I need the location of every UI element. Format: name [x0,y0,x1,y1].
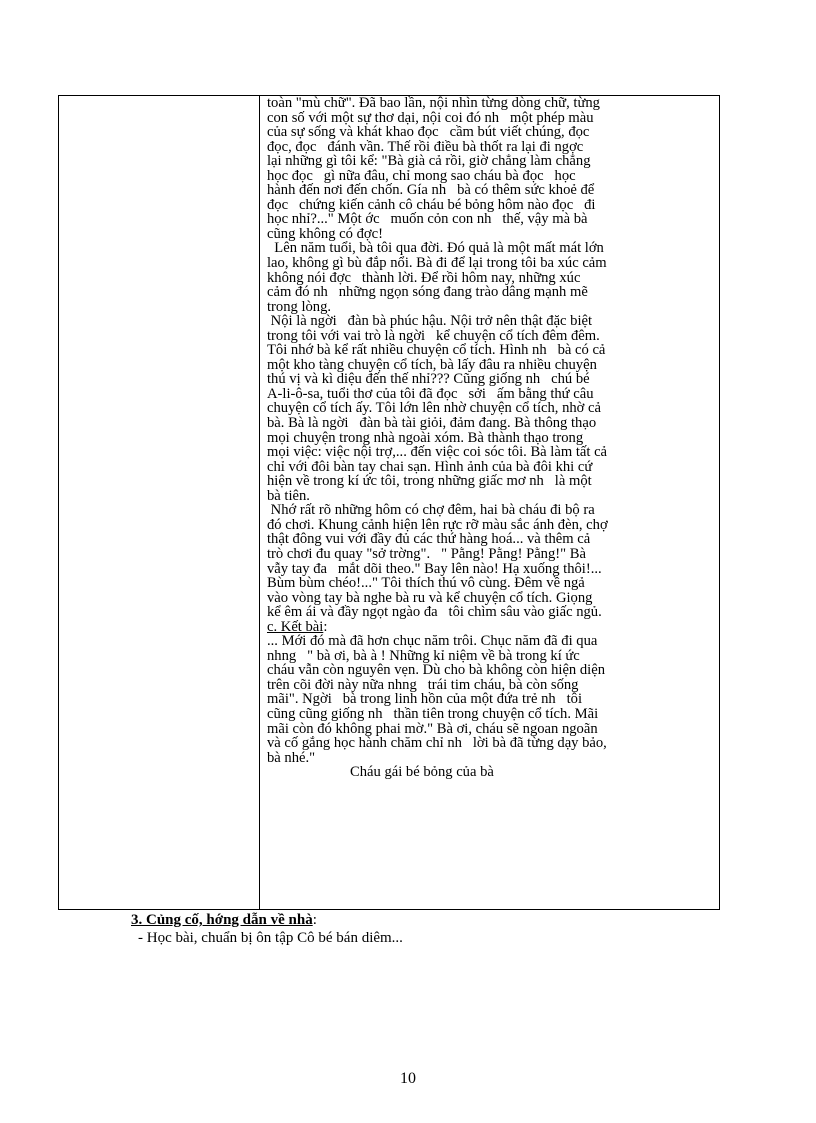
text-line: kể êm ái và đầy ngọt ngào đa tôi chìm sâu vào giấc ngủ. [267,604,602,621]
text-line: học đọc gì nữa đâu, chỉ mong sao cháu bà đọc học [267,167,576,184]
text-line: đó chơi. Khung cảnh hiện lên rực rỡ màu sắc ánh đèn, chợ [267,516,608,533]
text-line: học nhỉ?..." Một ớc muốn cỏn con nh thế, vậy mà bà [267,211,588,228]
homework-heading [131,912,317,928]
homework-instruction: - Học bài, chuẩn bị ôn tập Cô bé bán diêm... [138,930,403,946]
text-line: ... Mới đó mà đã hơn chục năm trôi. Chục năm đã đi qua [267,633,598,650]
text-line: hành đến nơi đến chốn. Gía nh bà có thêm sức khoẻ để [267,182,595,199]
text-line: con số với một sự thơ dại, nội coi đó nh một phép màu [267,109,594,126]
text-line: chỉ với đôi bàn tay chai sạn. Hình ảnh của bà đôi khi cứ [267,458,593,475]
text-line: Lên năm tuổi, bà tôi qua đời. Đó quả là một mất mát lớn [267,240,604,257]
text-line: mãi còn đó không phai mờ." Bà ơi, cháu sẽ ngoan ngoãn [267,720,598,737]
text-line: Nhớ rất rõ những hôm có chợ đêm, hai bà cháu đi bộ ra [267,502,595,519]
text-line: mãi". Ngời bà trong linh hồn của một đứa trẻ nh tôi [267,691,583,708]
text-line: toàn "mù chữ". Đã bao lần, nội nhìn từng dòng chữ, từng [267,95,600,111]
text-line: mọi việc: việc nội trợ,... đến việc coi sóc tôi. Bà làm tất cả [267,444,608,461]
text-line: mọi chuyện trong nhà ngoài xóm. Bà thành thạo trong [267,429,584,446]
homework-heading-colon: : [312,912,317,928]
conclusion-colon: : [323,618,328,635]
signature-line: Cháu gái bé bỏng của bà [350,764,494,781]
text-line: cảm đó nh những ngọn sóng đang trào dâng mạnh mẽ [267,284,588,301]
content-table [58,95,720,910]
paragraph-grandmother-reading [267,96,711,241]
text-line: của sự sống và khát khao đọc cầm bút viết chúng, đọc [267,124,590,141]
text-line: Bùm bùm chéo!..." Tôi thích thú vô cùng. Đêm về ngả [267,575,585,592]
text-line: nhng " bà ơi, bà à ! Những kỉ niệm về bà trong kí ức [267,647,580,664]
paragraph-night-market [267,503,711,619]
paragraph-conclusion [267,634,711,765]
text-line: không nói đợc thành lời. Để rồi hôm nay, những xúc [267,269,581,286]
text-line: cũng không có đợc! [267,225,383,242]
text-line: Nội là ngời đàn bà phúc hậu. Nội trở nên thật đặc biệt [267,313,593,330]
text-line: trên cõi đời này nữa nhng trái tim cháu, bà còn sống [267,676,579,693]
text-line: lại những gì tôi kể: "Bà già cả rồi, giờ chẳng làm chẳng [267,153,591,170]
text-line: hiện về trong kí ức tôi, trong những giấc mơ nh là một [267,473,592,490]
text-line: thú vị và kì diệu đến thế nhỉ??? Cũng giống nh chú bé [267,371,590,388]
text-line: và cố gắng học hành chăm chỉ nh lời bà đã từng dạy bảo, [267,735,607,752]
text-line: vào vòng tay bà nghe bà ru và kể chuyện cổ tích. Giọng [267,589,593,606]
page-number: 10 [400,1070,416,1087]
text-line: bà tiên. [267,487,310,504]
homework-heading-text: 3. Củng cố, hớng dẫn về nhà [131,912,313,928]
text-line: A-li-ô-sa, tuổi thơ của tôi đã đọc sởi ấm bằng thứ câu [267,385,594,402]
table-left-column [59,96,260,909]
text-line: một kho tàng chuyện cổ tích, bà lấy đâu ra nhiều chuyện [267,356,597,373]
text-line: bà. Bà là ngời đàn bà tài giỏi, đảm đang. Bà thông thạo [267,415,597,432]
text-line: trong lòng. [267,298,332,315]
text-line: đọc, đọc đánh vần. Thế rồi điều bà thốt ra lại đi ngợc [267,138,584,155]
table-right-column [260,96,719,909]
paragraph-storyteller [267,314,711,503]
text-line: chuyện cổ tích ấy. Tôi lớn lên nhờ chuyện cổ tích, nhờ cả [267,400,601,417]
conclusion-label: c. Kết bài [267,618,324,635]
section-heading-conclusion [267,620,711,635]
essay-text [267,96,711,780]
text-line: cháu vẫn còn nguyên vẹn. Dù cho bà không còn hiện diện [267,662,605,679]
text-line: bà nhé." [267,749,316,766]
paragraph-grandmother-death [267,241,711,314]
text-line: trò chơi đu quay "sở trờng". " Pằng! Pằng! Pằng!" Bà [267,545,586,562]
text-line: lao, không gì bù đắp nổi. Bà đi để lại trong tôi ba xúc cảm [267,255,607,272]
text-line: cũng cũng giống nh thần tiên trong chuyện cổ tích. Mãi [267,705,599,722]
text-line: đọc chứng kiến cảnh cô cháu bé bỏng hôm nào đọc đi [267,196,596,213]
text-line: vẫy tay đa mắt dõi theo." Bay lên nào! Hạ xuống thôi!... [267,560,602,577]
text-line: Tôi nhớ bà kể rất nhiều chuyện cổ tích. Hình nh bà có cả [267,342,606,359]
text-line: trong tôi với vai trò là ngời kể chuyện cổ tích đêm đêm. [267,327,600,344]
text-line: thật đông vui với đầy đủ các thứ hàng hoá... và thêm cả [267,531,591,548]
